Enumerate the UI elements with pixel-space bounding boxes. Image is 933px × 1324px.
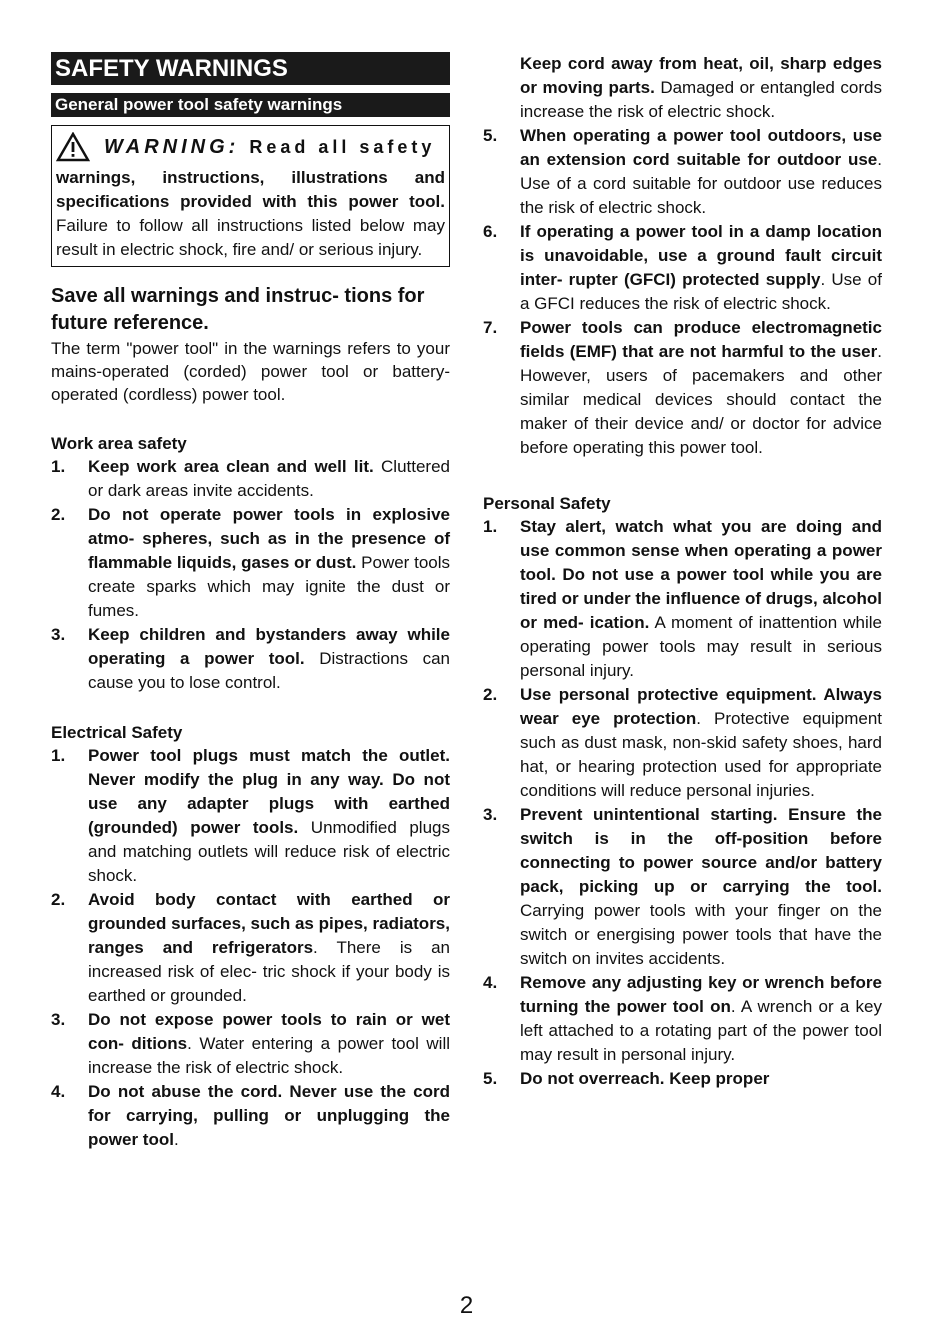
personal-heading: Personal Safety [483,494,611,513]
intro-text: The term "power tool" in the warnings refers to your mains-operated (corded) power tool or battery-operated (cordless) power tool. [51,339,450,404]
list-item: 5. Do not overreach. Keep proper [483,1069,770,1088]
warning-word: WARNING: [104,136,240,158]
list-item: 4. Remove any adjusting key or wrench before turning the power tool on. A wrench or a key left attached to a rotating part of the power tool may result in personal injury. [483,973,882,1064]
list-item: 4. Do not abuse the cord. Never use the cord for carrying, pulling or unplugging the power tool. [51,1082,450,1149]
warning-box [51,125,450,267]
work-area-heading: Work area safety [51,434,187,453]
save-instructions: Save all warnings and instruc- tions for future reference. [51,285,425,334]
list-item: 3. Keep children and bystanders away while operating a power tool. Distractions can cause you to lose control. [51,625,450,692]
warning-text: warnings, instructions, illustrations and specifications provided with this power tool. Failure to follow all instructions listed below may result in electric shock, fire and/ or serious injury. [56,168,445,259]
list-item: 6. If operating a power tool in a damp location is unavoidable, use a ground fault circuit inter- rupter (GFCI) protected supply. Use of a GFCI reduces the risk of electric shock. [483,222,882,313]
list-item: 1. Keep work area clean and well lit. Cluttered or dark areas invite accidents. [51,457,451,500]
list-item: 1. Power tool plugs must match the outlet. Never modify the plug in any way. Do not use any adapter plugs with earthed (grounded) power tools. Unmodified plugs and matching outlets will reduce risk of electric shock. [51,746,450,885]
list-item: 3. Prevent unintentional starting. Ensure the switch is in the off-position before connecting to power source and/or battery pack, picking up or carrying the tool. Carrying power tools with your finger on the switch or energising power tools that have the switch on invites accidents. [483,805,882,968]
continued-item: Keep cord away from heat, oil, sharp edges or moving parts. Damaged or entangled cords increase the risk of electric shock. [520,54,882,121]
warning-lead: Read all safety [249,137,436,157]
right-column [483,52,882,1091]
list-item: 2. Do not operate power tools in explosive atmo- spheres, such as in the presence of flammable liquids, gases or dust. Power tools create sparks which may ignite the dust or fumes. [51,505,450,620]
warning-triangle-icon [56,132,90,162]
list-item: 2. Use personal protective equipment. Always wear eye protection. Protective equipment such as dust mask, non-skid safety shoes, hard hat, or hearing protection used for appropriate conditions will reduce personal injuries. [483,685,882,800]
left-column [51,52,450,1152]
list-item: 7. Power tools can produce electromagnetic fields (EMF) that are not harmful to the user. However, users of pacemakers and other similar medical devices should contact the maker of their device and/ or doctor for advice before operating this power tool. [483,318,882,457]
list-item: 3. Do not expose power tools to rain or wet con- ditions. Water entering a power tool will increase the risk of electric shock. [51,1010,450,1077]
section-subtitle: General power tool safety warnings [51,93,450,117]
page-number: 2 [459,1292,474,1319]
section-title: SAFETY WARNINGS [51,52,450,85]
list-item: 1. Stay alert, watch what you are doing and use common sense when operating a power tool. Do not use a power tool while you are tired or under the influence of drugs, alcohol or med- ication. A moment of inattention while operating power tools may result in serious personal injury. [483,517,882,680]
list-item: 2. Avoid body contact with earthed or grounded surfaces, such as pipes, radiators, ranges and refrigerators. There is an increased risk of elec- tric shock if your body is earthed or grounded. [51,890,451,1005]
electrical-heading: Electrical Safety [51,723,183,742]
list-item: 5. When operating a power tool outdoors, use an extension cord suitable for outdoor use. Use of a cord suitable for outdoor use reduces the risk of electric shock. [483,126,882,217]
